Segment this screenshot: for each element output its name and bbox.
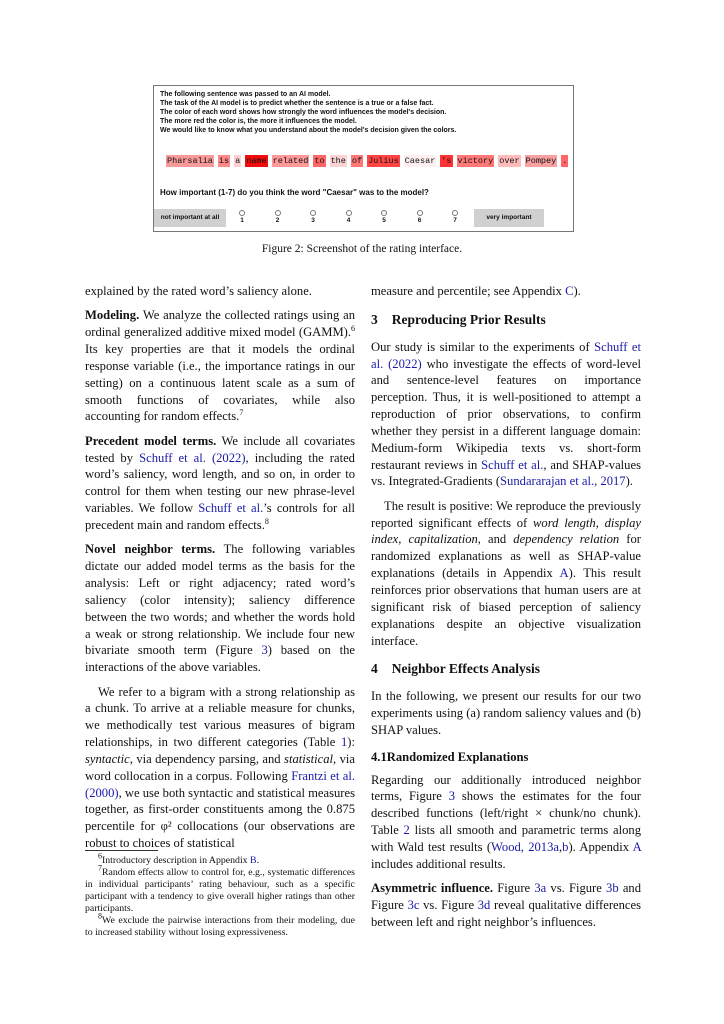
radio-button[interactable] (275, 210, 281, 216)
text-run: , via word collocation in a corpus. Following (85, 751, 356, 783)
text-run: In the following, we present our results for our two experiments using (a) random saliency values and (b) SHAP values. (371, 689, 641, 737)
paragraph-heading: Asymmetric influence. (371, 881, 494, 896)
text-run: ): (347, 735, 355, 750)
rating-number: 2 (275, 217, 280, 224)
citation-link[interactable]: A (632, 839, 641, 854)
paragraph-heading: Modeling. (85, 308, 140, 323)
paragraph (371, 772, 641, 873)
citation-link[interactable]: Schuff et al. (198, 501, 264, 516)
footnote (85, 911, 355, 939)
section-number: 4 (371, 661, 378, 677)
italic-term: display index (371, 515, 642, 547)
text-run: Introductory description in Appendix (102, 855, 251, 866)
instruction-line: The more red the color is, the more it influences the model. (160, 118, 357, 125)
radio-button[interactable] (381, 210, 387, 216)
rating-option[interactable] (307, 210, 319, 224)
citation-link[interactable]: 3c (407, 898, 420, 912)
paragraph (371, 688, 641, 739)
section-title: Reproducing Prior Results (391, 311, 546, 327)
token-highlight: . (562, 156, 568, 166)
paragraph-heading: Precedent model terms. (85, 433, 217, 448)
citation-link[interactable]: C (565, 284, 574, 298)
paragraph (371, 283, 641, 300)
section-number: 4.1 (371, 749, 387, 764)
footnote-rule (85, 850, 158, 851)
footnote-marker: 6 (351, 324, 355, 333)
citation-link[interactable]: 2 (403, 823, 410, 838)
italic-term: syntactic (85, 751, 130, 766)
text-run: We analyze the collected ratings using an ordinal generalized additive mixed model (GAMM). (85, 308, 355, 340)
section-title: Neighbor Effects Analysis (391, 661, 541, 677)
left-column (85, 283, 355, 860)
text-run: , (559, 839, 563, 854)
text-run: ). This result reinforces prior observations that human users are at significant risk of biased perception of saliency explanations despite an objective visualization interface. (371, 566, 642, 648)
text-run: measure and percentile; see Appendix (371, 284, 566, 298)
text-run: . (256, 855, 260, 866)
citation-link[interactable]: 3 (448, 789, 456, 804)
text-run: Regarding our additionally introduced neighbor terms, Figure (371, 772, 641, 804)
token-highlight: to (314, 156, 325, 166)
text-run: The following variables dictate our added model terms as the basis for the analysis: Left or right adjacency; rated word’s saliency (color intensity); saliency difference between the two words; and whether the words hold a weak or strong relationship. We include four new bivariate smooth term (Figure (85, 542, 355, 658)
token-highlight: Caesar (404, 156, 436, 166)
token-highlight: Julius (368, 156, 399, 166)
paragraph-heading: Novel neighbor terms. (85, 542, 216, 557)
rating-option[interactable] (414, 210, 426, 224)
text-run: The result is positive: We reproduce the previously reported significant effects of (371, 498, 641, 530)
citation-link[interactable]: Frantzi et al. (2000) (85, 768, 356, 800)
token-highlight: related (272, 156, 309, 166)
citation-link[interactable]: 3b (606, 881, 619, 896)
rating-number: 3 (311, 217, 315, 224)
citation-link[interactable]: A (559, 566, 569, 581)
radio-button[interactable] (310, 210, 316, 216)
paragraph (85, 541, 355, 676)
text-run: who investigate the effects of word-level and sentence-level features on importance perception. Thus, it is well-positioned to attempt a reproduction of prior observations, to confirm whether they persist in a different language domain: Medium-form Wikipedia texts vs. short-form restaurant reviews in (371, 356, 641, 472)
citation-link[interactable]: B (250, 855, 257, 866)
footnote-marker: 7 (98, 863, 102, 873)
token-highlight: is (218, 156, 230, 166)
text-run: Random effects allow to control for, e.g., systematic differences in individual participants’ rating behaviour, such as a specific participant with a tendency to give overall higher ratings than other participants. (85, 867, 355, 914)
text-run: ). (573, 284, 581, 298)
rating-option[interactable] (236, 210, 248, 224)
section-title: Randomized Explanations (386, 749, 529, 764)
rating-number: 5 (382, 217, 386, 224)
citation-link[interactable]: Schuff et al. (2022) (139, 450, 246, 465)
paragraph (85, 283, 355, 300)
token-highlight: Pharsalia (167, 156, 213, 166)
text-run: , we use both syntactic and statistical measures together, as first-order constituents among the 0.875 percentile for φ² collocations (our observations are robust to choices of statistical (85, 785, 355, 851)
rating-number: 1 (240, 217, 244, 224)
rating-option[interactable] (449, 210, 461, 224)
footnotes (85, 850, 355, 939)
token-highlight: a (235, 156, 241, 166)
paragraph (85, 433, 355, 534)
citation-link[interactable]: 1 (341, 735, 348, 750)
text-run: ’s controls for all precedent main and random effects. (85, 501, 355, 532)
citation-link[interactable]: 3d (477, 898, 491, 912)
text-run: Our study is similar to the experiments of (371, 339, 595, 354)
section-number: 3 (371, 311, 378, 327)
right-column (371, 283, 641, 938)
instruction-line: The color of each word shows how strongly the word influences the model's decision. (160, 109, 447, 116)
radio-button[interactable] (239, 210, 245, 216)
citation-link[interactable]: Schuff et al. (2022) (371, 339, 641, 371)
token-highlight: over (499, 156, 520, 166)
token-highlight: name (246, 156, 267, 166)
text-run: Its key properties are that it models the ordinal response variable (i.e., the importance ratings in our setting) on a continuous latent scale as a sum of smooth functions of covariates, while also accounting for random effects. (85, 342, 355, 424)
instruction-line: We would like to know what you understand about the model's decision given the colors. (160, 127, 457, 134)
token-highlight: the (330, 156, 346, 166)
section-heading (371, 661, 641, 678)
footnote-marker: 8 (98, 911, 102, 921)
text-run: includes additional results. (371, 856, 506, 871)
text-run: shows the estimates for the four described functions (left/right × chunk/no chunk). Table (371, 789, 641, 838)
citation-link[interactable]: 3 (261, 643, 268, 658)
text-run: ) based on the interactions of the above variables. (85, 643, 355, 675)
figure-caption: Figure 2: Screenshot of the rating interface. (261, 243, 463, 255)
instruction-line: The task of the AI model is to predict whether the sentence is a true or a false fact. (160, 100, 434, 107)
text-run: and Figure (371, 881, 641, 912)
italic-term: word length (533, 515, 596, 530)
paragraph (85, 307, 355, 425)
citation-link[interactable]: b (562, 839, 569, 854)
paragraph (371, 498, 641, 650)
text-run: , (398, 532, 409, 547)
text-run: explained by the rated word’s saliency alone. (85, 284, 312, 298)
radio-button[interactable] (452, 210, 458, 216)
section-heading (371, 312, 641, 329)
text-run: , and (477, 532, 514, 547)
rating-number: 7 (453, 217, 457, 224)
rating-question: How important (1-7) do you think the word "Caesar" was to the model? (160, 188, 429, 197)
italic-term: capitalization (408, 532, 478, 547)
text-run: We exclude the pairwise interactions from their modeling, due to increased stability without losing expressiveness. (85, 915, 355, 938)
text-run: We refer to a bigram with a strong relationship as a chunk. To arrive at a reliable measure for chunks, we methodically test various measures of bigram relationships, in two different categories (Table (85, 684, 355, 750)
instructions (160, 90, 456, 135)
text-run: reveal qualitative differences between left and right neighbor’s influences. (371, 898, 641, 929)
low-anchor-label: not important at all (154, 209, 226, 227)
footnote (85, 863, 355, 915)
italic-term: dependency relation (513, 532, 620, 547)
citation-link[interactable]: 3a (534, 881, 547, 896)
rating-number: 4 (346, 217, 351, 224)
paragraph (85, 684, 355, 852)
text-run: We include all covariates tested by (85, 433, 355, 465)
highlighted-sentence (166, 156, 572, 166)
token-highlight: victory (457, 156, 494, 166)
text-run: vs. Figure (419, 898, 478, 912)
text-run: lists all smooth and parametric terms along with Wald test results ( (371, 823, 642, 854)
instruction-line: The following sentence was passed to an AI model. (160, 91, 331, 98)
text-run: Figure (493, 881, 535, 896)
italic-term: statistical (284, 751, 334, 766)
rating-option[interactable] (272, 210, 284, 224)
radio-button[interactable] (417, 210, 423, 216)
text-run: vs. Figure (546, 881, 607, 896)
rating-option[interactable] (343, 210, 355, 224)
text-run: ). (625, 474, 633, 489)
text-run: , including the rated word’s saliency, word length, and so on, in order to control for them when testing our new phrase-level variables. We follow (85, 450, 355, 516)
text-run: ). Appendix (568, 839, 633, 854)
citation-link[interactable]: Schuff et al. (481, 457, 544, 472)
text-run: for randomized explanations as well as SHAP-value explanations (details in Appendix (371, 532, 641, 581)
token-highlight: 's (441, 156, 452, 166)
text-run: , and SHAP-values vs. Integrated-Gradients ( (371, 457, 641, 489)
paragraph (371, 880, 641, 931)
text-run: , (595, 515, 605, 530)
rating-number: 6 (417, 217, 422, 224)
footnote-marker: 7 (239, 408, 244, 418)
radio-button[interactable] (346, 210, 352, 216)
citation-link[interactable]: Sundararajan et al., 2017 (500, 474, 626, 489)
section-heading (371, 749, 641, 766)
citation-link[interactable]: Wood, 2013a (491, 839, 559, 854)
rating-interface-figure (153, 85, 574, 232)
high-anchor-label: very important (474, 209, 544, 227)
token-highlight: Pompey (525, 156, 557, 166)
rating-option[interactable] (378, 210, 390, 224)
footnote-marker: 6 (98, 851, 102, 861)
token-highlight: of (351, 156, 363, 166)
text-run: , via dependency parsing, and (129, 751, 285, 766)
footnote-marker: 8 (264, 516, 269, 526)
paragraph (371, 339, 641, 491)
footnote (85, 851, 355, 867)
